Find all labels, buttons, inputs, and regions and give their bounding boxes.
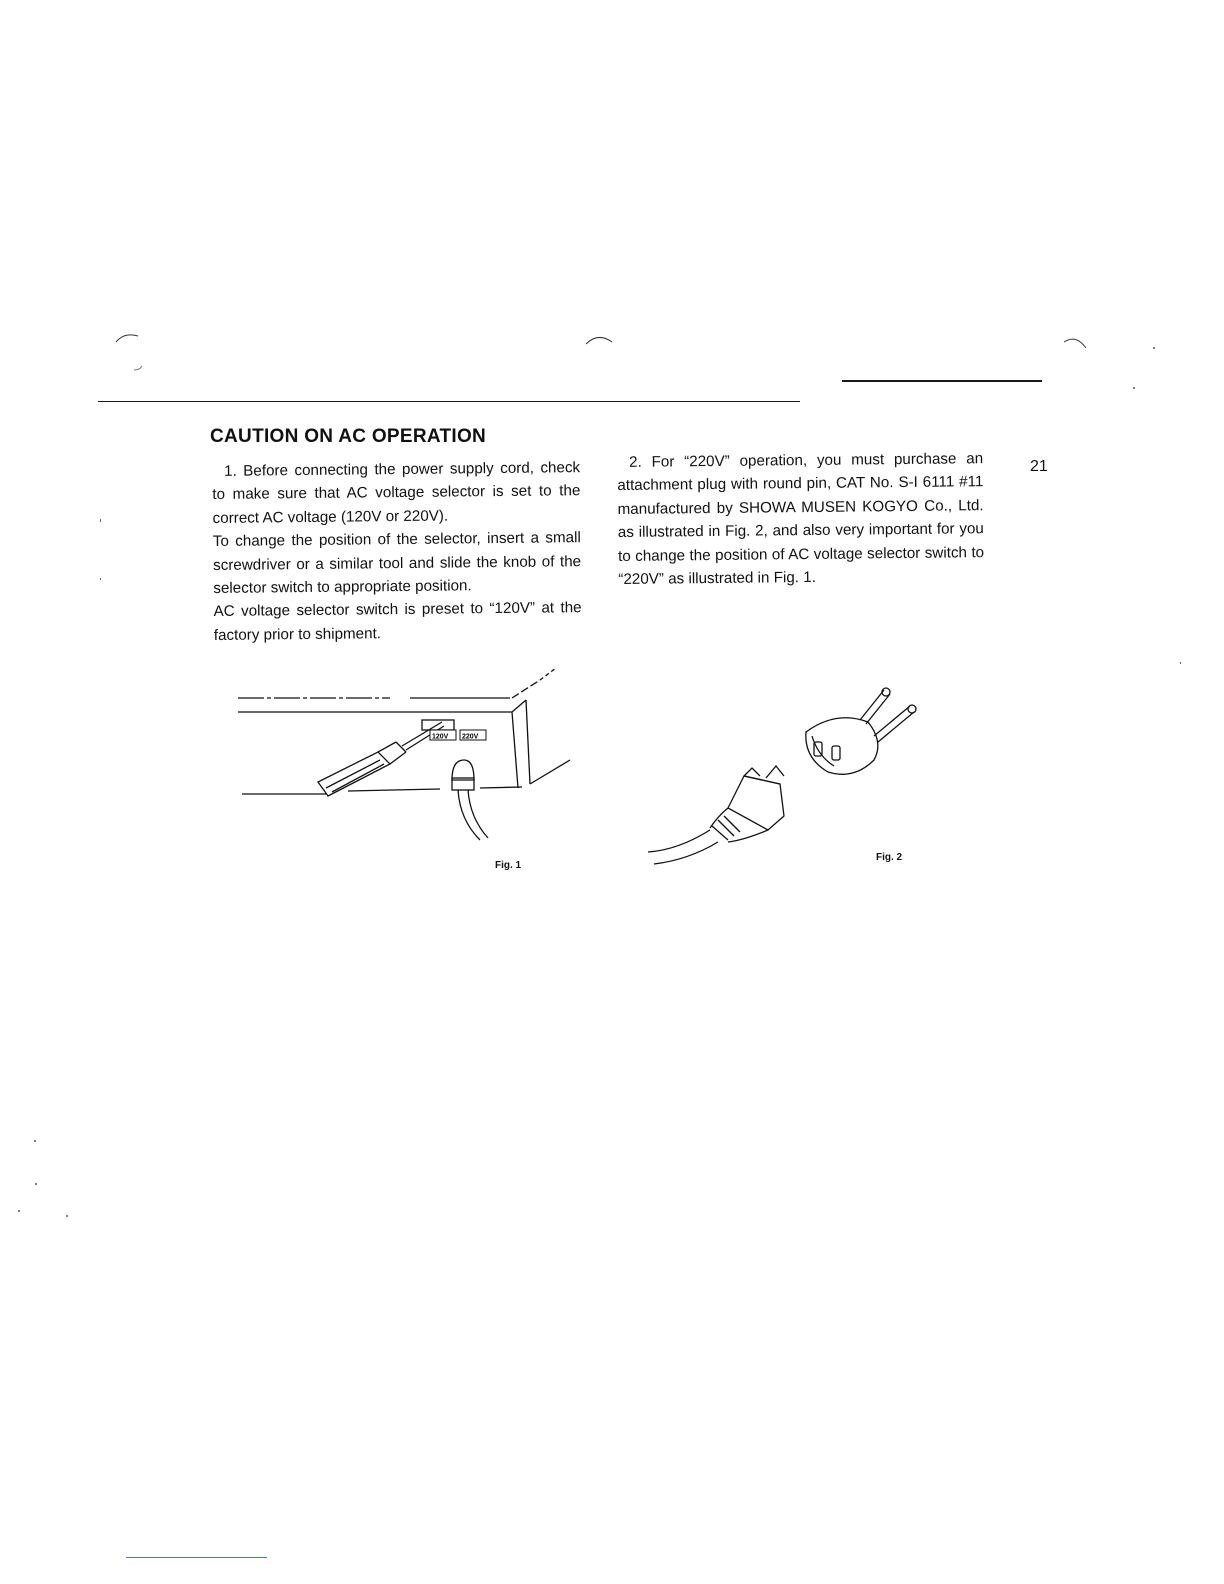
page-number: 21: [1030, 458, 1048, 475]
figure-caption: Fig. 1: [495, 860, 522, 871]
screwdriver-selector-illustration: [230, 660, 580, 845]
scan-speck: [1133, 387, 1135, 389]
scan-speck: [100, 578, 101, 580]
corner-mark-center: [582, 328, 622, 352]
scan-speck: [100, 519, 101, 522]
paragraph: 2. For “220V” operation, you must purchase an attachment plug with round pin, CAT No. S-I 6111 #11 manufactured by SHOWA MUSEN KOGYO Co., Ltd. as illustrated in Fig. 2, and also very important for you to change the position of AC voltage selector switch to “220V” as illustrated in Fig. 1.: [617, 450, 985, 589]
scan-speck: [1180, 662, 1181, 664]
scan-speck: [35, 1183, 37, 1185]
switch-label-220v: 220V: [462, 733, 479, 741]
left-column: [212, 456, 582, 647]
page-title: CAUTION ON AC OPERATION: [210, 426, 487, 447]
right-column: [617, 447, 984, 591]
corner-mark-left: [112, 326, 152, 376]
header-rule: [98, 401, 800, 402]
scan-speck: [34, 1140, 36, 1142]
paragraph: 1. Before connecting the power supply cord, check to make sure that AC voltage selector is set to the correct AC voltage (120V or 220V).: [212, 459, 581, 527]
plug-adapter-illustration: [648, 680, 938, 880]
figure-caption: Fig. 2: [876, 852, 903, 863]
bottom-rule: [126, 1557, 267, 1558]
corner-mark-right: [1060, 334, 1100, 358]
paragraph: To change the position of the selector, insert a small screwdriver or a similar tool and slide the knob of the selector switch to appropriate position.: [212, 529, 582, 598]
selector-switch: [430, 730, 486, 741]
paragraph: AC voltage selector switch is preset to “120V” at the factory prior to shipment.: [213, 599, 582, 644]
header-rule-bold: [842, 380, 1042, 382]
scan-speck: [66, 1215, 68, 1217]
scan-speck: [1153, 347, 1155, 349]
switch-label-120v: 120V: [432, 733, 449, 741]
scan-speck: [18, 1210, 20, 1212]
